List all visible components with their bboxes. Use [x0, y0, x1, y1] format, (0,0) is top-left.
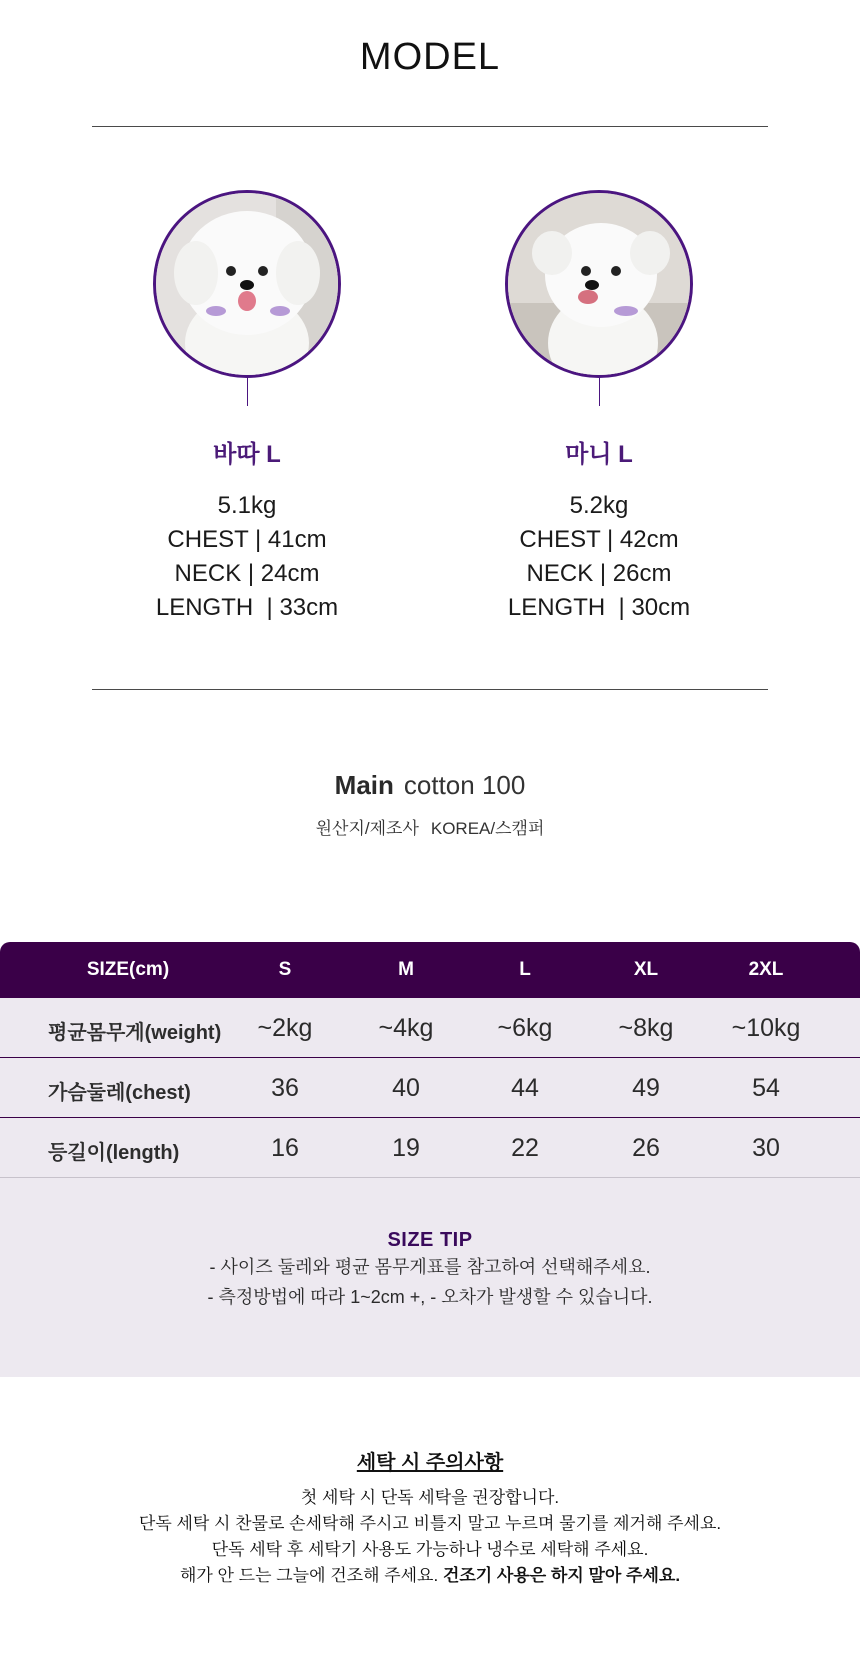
origin-label: 원산지/제조사 — [315, 819, 419, 838]
material-value: cotton 100 — [403, 770, 526, 800]
size-tip-line: - 사이즈 둘레와 평균 몸무게표를 참고하여 선택해주세요. — [209, 1257, 651, 1277]
divider-bottom — [92, 689, 768, 690]
size-tip-box — [0, 1178, 860, 1377]
header-cell-xl: XL — [633, 959, 659, 980]
table-cell: ~2kg — [257, 1014, 313, 1042]
model-neck: NECK | 26cm — [526, 560, 672, 587]
table-cell: 49 — [632, 1074, 660, 1102]
washing-title: 세탁 시 주의사항 — [356, 1452, 504, 1474]
washing-line: 첫 세탁 시 단독 세탁을 권장합니다. — [300, 1488, 560, 1507]
size-table — [0, 942, 860, 1178]
header-cell-l: L — [519, 959, 531, 980]
table-cell: 36 — [271, 1074, 299, 1102]
table-header — [0, 942, 860, 998]
model-length: LENGTH | 33cm — [155, 594, 339, 621]
table-row — [0, 998, 860, 1058]
table-cell: 40 — [392, 1074, 420, 1102]
model-weight: 5.2kg — [569, 492, 629, 519]
model-card-2 — [449, 190, 749, 625]
table-cell: ~4kg — [378, 1014, 434, 1042]
table-cell: 44 — [511, 1074, 539, 1102]
table-cell: 16 — [271, 1134, 299, 1162]
model-chest: CHEST | 41cm — [167, 526, 327, 553]
table-cell: ~10kg — [731, 1014, 801, 1042]
table-cell: ~8kg — [618, 1014, 674, 1042]
washing-line-last — [0, 1563, 860, 1589]
material-info — [0, 770, 860, 801]
divider-top — [92, 126, 768, 127]
table-cell: 30 — [752, 1134, 780, 1162]
washing-notice — [0, 1446, 860, 1589]
row-label: 평균몸무게(weight) — [48, 1022, 222, 1044]
washing-line: 단독 세탁 후 세탁기 사용도 가능하나 냉수로 세탁해 주세요. — [211, 1540, 649, 1559]
page-title: MODEL — [359, 36, 501, 78]
header-cell-2xl: 2XL — [748, 959, 784, 980]
material-label: Main — [334, 770, 394, 800]
connector-line — [599, 378, 600, 406]
table-cell: 22 — [511, 1134, 539, 1162]
size-tip-title: SIZE TIP — [387, 1229, 473, 1251]
table-row — [0, 1118, 860, 1178]
washing-line: 단독 세탁 시 찬물로 손세탁해 주시고 비틀지 말고 누르며 물기를 제거해 주세요. — [138, 1514, 722, 1533]
table-cell: ~6kg — [497, 1014, 553, 1042]
model-length: LENGTH | 30cm — [507, 594, 691, 621]
dog-photo-icon — [505, 190, 693, 378]
washing-last-bold: 건조기 사용은 하지 말아 주세요. — [442, 1566, 681, 1585]
connector-line — [247, 378, 248, 406]
header-cell-s: S — [278, 959, 292, 980]
header-cell-m: M — [398, 959, 414, 980]
table-row — [0, 1058, 860, 1118]
row-label: 가슴둘레(chest) — [48, 1082, 191, 1104]
row-label: 등길이(length) — [48, 1142, 180, 1164]
dog-photo-icon — [153, 190, 341, 378]
size-tip-line: - 측정방법에 따라 1~2cm +, - 오차가 발생할 수 있습니다. — [207, 1287, 653, 1307]
model-weight: 5.1kg — [217, 492, 277, 519]
table-cell: 54 — [752, 1074, 780, 1102]
origin-info — [0, 814, 860, 839]
origin-value: KOREA/스캠퍼 — [430, 819, 545, 838]
table-cell: 19 — [392, 1134, 420, 1162]
header-cell-size: SIZE(cm) — [86, 959, 170, 980]
table-cell: 26 — [632, 1134, 660, 1162]
model-stats — [97, 489, 397, 625]
washing-last-text: 해가 안 드는 그늘에 건조해 주세요. — [179, 1566, 439, 1585]
model-name: 마니 L — [565, 441, 633, 468]
model-stats — [449, 489, 749, 625]
model-card-1 — [97, 190, 397, 625]
model-chest: CHEST | 42cm — [519, 526, 679, 553]
model-name: 바따 L — [213, 441, 281, 468]
model-neck: NECK | 24cm — [174, 560, 320, 587]
